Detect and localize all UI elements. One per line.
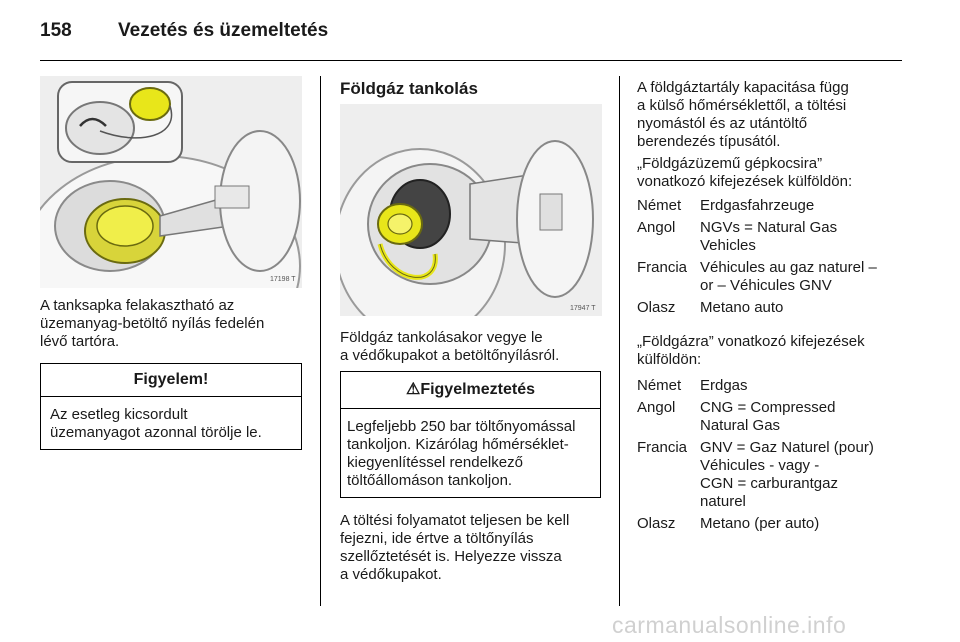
gas-terms-table [637, 377, 912, 533]
term-row [637, 259, 907, 295]
term-row [637, 439, 912, 511]
para-line: berendezés típusától. [637, 133, 781, 150]
term-row [637, 219, 907, 255]
term-value: Metano (per auto) [700, 515, 820, 532]
para-line: a védőkupakot a betöltőnyílásról. [340, 347, 560, 364]
section-heading: Földgáz tankolás [340, 79, 478, 98]
term-language: Francia [637, 439, 688, 456]
para-line: A töltési folyamatot teljesen be kell [340, 512, 570, 529]
term-value: Metano auto [700, 299, 784, 316]
term-language: Olasz [637, 299, 676, 316]
vehicle-terms-label [637, 155, 907, 191]
para-line: „Földgázra” vonatkozó kifejezések [637, 333, 865, 350]
term-value: GNV = Gaz Naturel (pour) [700, 439, 874, 456]
term-row [637, 399, 912, 435]
term-value: NGVs = Natural Gas [700, 219, 838, 236]
para-line: nyomástól és az utántöltő [637, 115, 808, 132]
warning-body [341, 409, 600, 490]
para-line: külföldön: [637, 351, 702, 368]
page-number: 158 [40, 20, 72, 41]
cng-intro-paragraph [340, 329, 612, 365]
term-value: Erdgas [700, 377, 748, 394]
para-line: fejezni, ide értve a töltőnyílás [340, 530, 534, 547]
watermark: carmanualsonline.info [612, 612, 847, 638]
notice-title: Figyelem! [41, 364, 301, 397]
vehicle-terms-table [637, 197, 907, 317]
term-language: Angol [637, 399, 676, 416]
warning-triangle-icon: ⚠ [405, 381, 421, 398]
fuel-cap-holder-illustration [40, 76, 302, 288]
notice-line: Az esetleg kicsordult [50, 406, 188, 423]
term-language: Német [637, 197, 682, 214]
caption-line: A tanksapka felakasztható az [40, 297, 235, 314]
figure-code: 17198 T [270, 276, 296, 283]
warning-line: Legfeljebb 250 bar töltőnyomással [347, 418, 576, 435]
para-line: vonatkozó kifejezések külföldön: [637, 173, 853, 190]
term-language: Német [637, 377, 682, 394]
para-line: szellőztetését is. Helyezze vissza [340, 548, 562, 565]
warning-box [340, 371, 601, 498]
term-language: Angol [637, 219, 676, 236]
term-value: CGN = carburantgaz [700, 475, 838, 492]
figure-code: 17947 T [570, 305, 596, 312]
caption-line: lévő tartóra. [40, 333, 120, 350]
term-value: Vehicles [700, 237, 756, 254]
tank-capacity-paragraph [637, 79, 907, 151]
column-divider-1 [320, 76, 321, 606]
cng-filler-drawing [340, 104, 602, 316]
para-line: Földgáz tankolásakor vegye le [340, 329, 543, 346]
term-row [637, 515, 912, 533]
term-value: or – Véhicules GNV [700, 277, 832, 294]
notice-body [41, 397, 301, 442]
para-line: A földgáztartály kapacitása függ [637, 79, 849, 96]
term-value: Natural Gas [700, 417, 781, 434]
term-value: Véhicules - vagy - [700, 457, 820, 474]
notice-line: üzemanyagot azonnal törölje le. [50, 424, 262, 441]
warning-header [341, 372, 600, 409]
header-rule [40, 60, 902, 61]
notice-box [40, 363, 302, 450]
column-divider-2 [619, 76, 620, 606]
para-line: „Földgázüzemű gépkocsira” [637, 155, 823, 172]
term-value: naturel [700, 493, 746, 510]
term-value: CNG = Compressed [700, 399, 836, 416]
cng-filler-illustration [340, 104, 602, 316]
fuel-cap-holder-drawing [40, 76, 302, 288]
warning-line: tankoljon. Kizárólag hőmérséklet- [347, 436, 569, 453]
warning-line: töltőállomáson tankoljon. [347, 472, 513, 489]
para-line: a védőkupakot. [340, 566, 442, 583]
gas-terms-label [637, 333, 912, 369]
warning-line: kiegyenlítéssel rendelkező [347, 454, 523, 471]
term-value: Véhicules au gaz naturel – [700, 259, 877, 276]
term-language: Francia [637, 259, 688, 276]
term-row [637, 377, 912, 395]
term-value: Erdgasfahrzeuge [700, 197, 815, 214]
cap-holder-caption [40, 297, 310, 351]
para-line: a külső hőmérséklettől, a töltési [637, 97, 847, 114]
caption-line: üzemanyag-betöltő nyílás fedelén [40, 315, 265, 332]
warning-title: Figyelmeztetés [420, 381, 536, 398]
term-language: Olasz [637, 515, 676, 532]
term-row [637, 299, 907, 317]
section-title: Vezetés és üzemeltetés [118, 20, 329, 41]
term-row [637, 197, 907, 215]
refuel-finish-paragraph [340, 512, 612, 584]
